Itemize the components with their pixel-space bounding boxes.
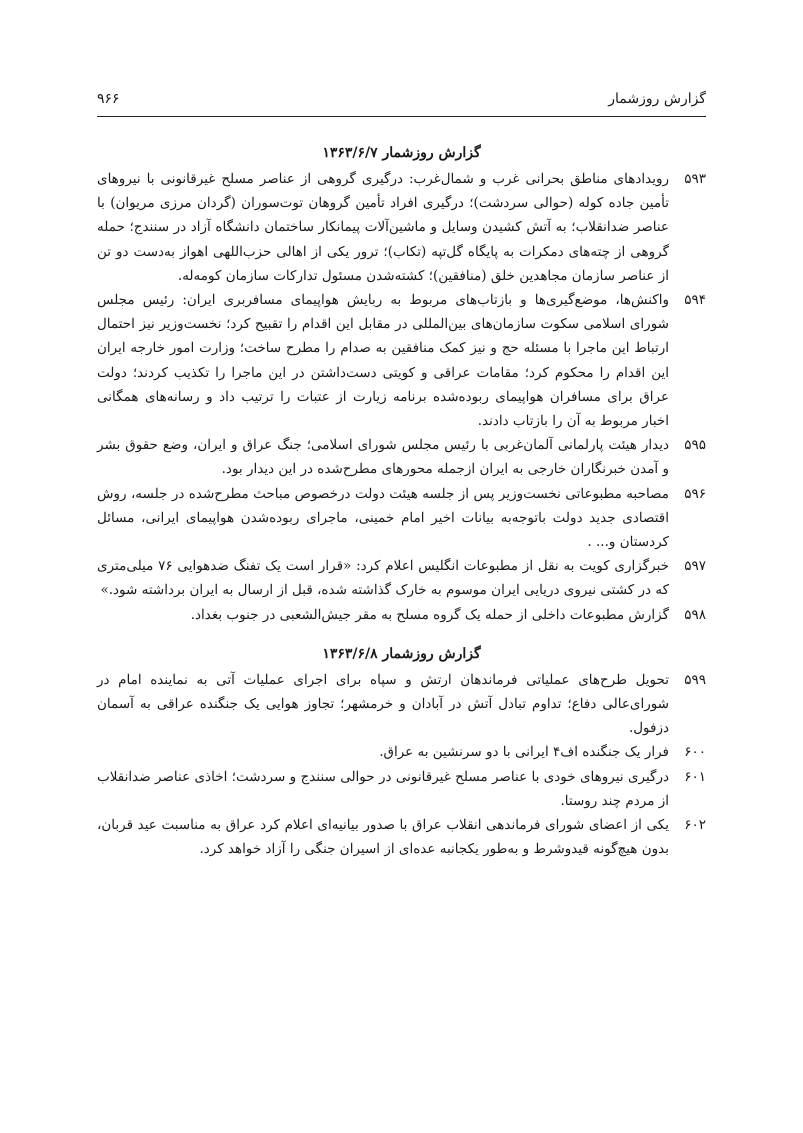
entry (97, 813, 706, 861)
entry-number: ۵۹۵ (684, 437, 706, 454)
entry-text: خبرگزاری کویت به نقل از مطبوعات انگلیس اعلام کرد: «قرار است یک تفنگ ضدهوایی ۷۶ میلی‌متری که در کشتی نیروی دریایی ایران موسوم به خارک گذاشته شده، قبل از ارسال به ایران برداشته شود.» (97, 558, 669, 599)
entry-number: ۶۰۰ (684, 744, 706, 761)
entry-number: ۵۹۴ (684, 292, 706, 309)
entry (97, 482, 706, 555)
entry-text: درگیری نیروهای خودی با عناصر مسلح غیرقانونی در حوالی سنندج و سردشت؛ اخاذی عناصر ضدانقلاب از مردم چند روستا. (97, 768, 669, 809)
page-number: ۹۶۶ (97, 91, 120, 107)
entry-number: ۶۰۲ (684, 817, 706, 834)
entry-text: مصاحبه مطبوعاتی نخست‌وزیر پس از جلسه هیئت دولت درخصوص مباحث مطرح‌شده در جلسه، روش اقتصادی جدید دولت باتوجه‌به بیانات اخیر امام خمینی، ماجرای ربوده‌شدن هواپیمای ایرانی، مسائل کردستان و... . (97, 485, 669, 551)
section-title: گزارش روزشمار ۱۳۶۳/۶/۸ (322, 645, 481, 662)
entry-text: گزارش مطبوعات داخلی از حمله یک گروه مسلح به مقر جیش‌الشعبی در جنوب بغداد. (190, 606, 669, 623)
entry (97, 554, 706, 602)
entry-text: واکنش‌ها، موضع‌گیری‌ها و بازتاب‌های مربوط به ربایش هواپیمای مسافربری ایران: رئیس مجلس شورای اسلامی سکوت سازمان‌های بین‌المللی در مقابل این اقدام را تقبیح کرد؛ نخست‌وزیر نیز احتمال ارتباط این ماجرا با مسئله حج و نیز کمک منافقین به صدام را مطرح ساخت؛ وزارت امور خارجه ایران این اقدام را محکوم کرد؛ مقامات عراقی و کویتی دست‌داشتن در این ماجرا را تکذیب کردند؛ دولت عراق برای مسافران هواپیمای ربوده‌شده برنامه زیارت از عتبات را ترتیب داد و رسانه‌های همگانی اخبار مربوط به آن را بازتاب دادند. (97, 292, 669, 430)
entry (97, 740, 706, 764)
running-title: گزارش روزشمار (608, 91, 706, 107)
entry-number: ۵۹۹ (684, 671, 706, 688)
entry-text: تحویل طرح‌های عملیاتی فرماندهان ارتش و سپاه برای اجرای عملیات آتی به نماینده امام در شورای‌عالی دفاع؛ تداوم تبادل آتش در آبادان و خرمشهر؛ تجاوز هوایی یک جنگنده عراقی به آسمان دزفول. (97, 671, 669, 737)
entry-text: رویدادهای مناطق بحرانی غرب و شمال‌غرب: درگیری گروهی از عناصر مسلح غیرقانونی با نیروهای تأمین جاده کوله (حوالی سردشت)؛ درگیری افراد تأمین گروهان توت‌سوران (گردان مرزی مریوان) با عناصر ضدانقلاب؛ به آتش کشیدن وسایل و ماشین‌آلات پیمانکار ساختمان دانشگاه آزاد در سنندج؛ حمله گروهی از چته‌های دمکرات به پایگاه گل‌تپه (تکاب)؛ ترور یکی از اهالی حزب‌اللهی اهواز به‌دست دو تن از عناصر سازمان مجاهدین خلق (منافقین)؛ کشته‌شدن مسئول تدارکات سازمان کومه‌له. (97, 171, 669, 284)
entry-text: دیدار هیئت پارلمانی آلمان‌غربی با رئیس مجلس شورای اسلامی؛ جنگ عراق و ایران، وضع حقوق بشر و آمدن خبرنگاران خارجی به ایران ازجمله محورهای مطرح‌شده در این دیدار بود. (97, 437, 669, 478)
page-content (97, 143, 706, 861)
section-title: گزارش روزشمار ۱۳۶۳/۶/۷ (322, 145, 481, 161)
entry-number: ۵۹۶ (684, 485, 706, 502)
entry (97, 765, 706, 813)
page-header (97, 88, 706, 117)
entry (97, 668, 706, 741)
entry-text: یکی از اعضای شورای فرماندهی انقلاب عراق با صدور بیانیه‌ای اعلام کرد عراق به مناسبت عید قربان، بدون هیچ‌گونه قیدوشرط و به‌طور یکجانبه عده‌ای از اسیران جنگی را آزاد خواهد کرد. (97, 817, 669, 858)
entry-number: ۵۹۸ (684, 606, 706, 623)
entry-number: ۵۹۳ (684, 171, 706, 187)
entry (97, 288, 706, 433)
entry (97, 167, 706, 288)
entry (97, 433, 706, 481)
entry-text: فرار یک جنگنده اف۴ ایرانی با دو سرنشین به عراق. (379, 744, 669, 761)
entry-number: ۶۰۱ (684, 768, 706, 785)
entry-number: ۵۹۷ (684, 558, 706, 575)
entry (97, 603, 706, 627)
